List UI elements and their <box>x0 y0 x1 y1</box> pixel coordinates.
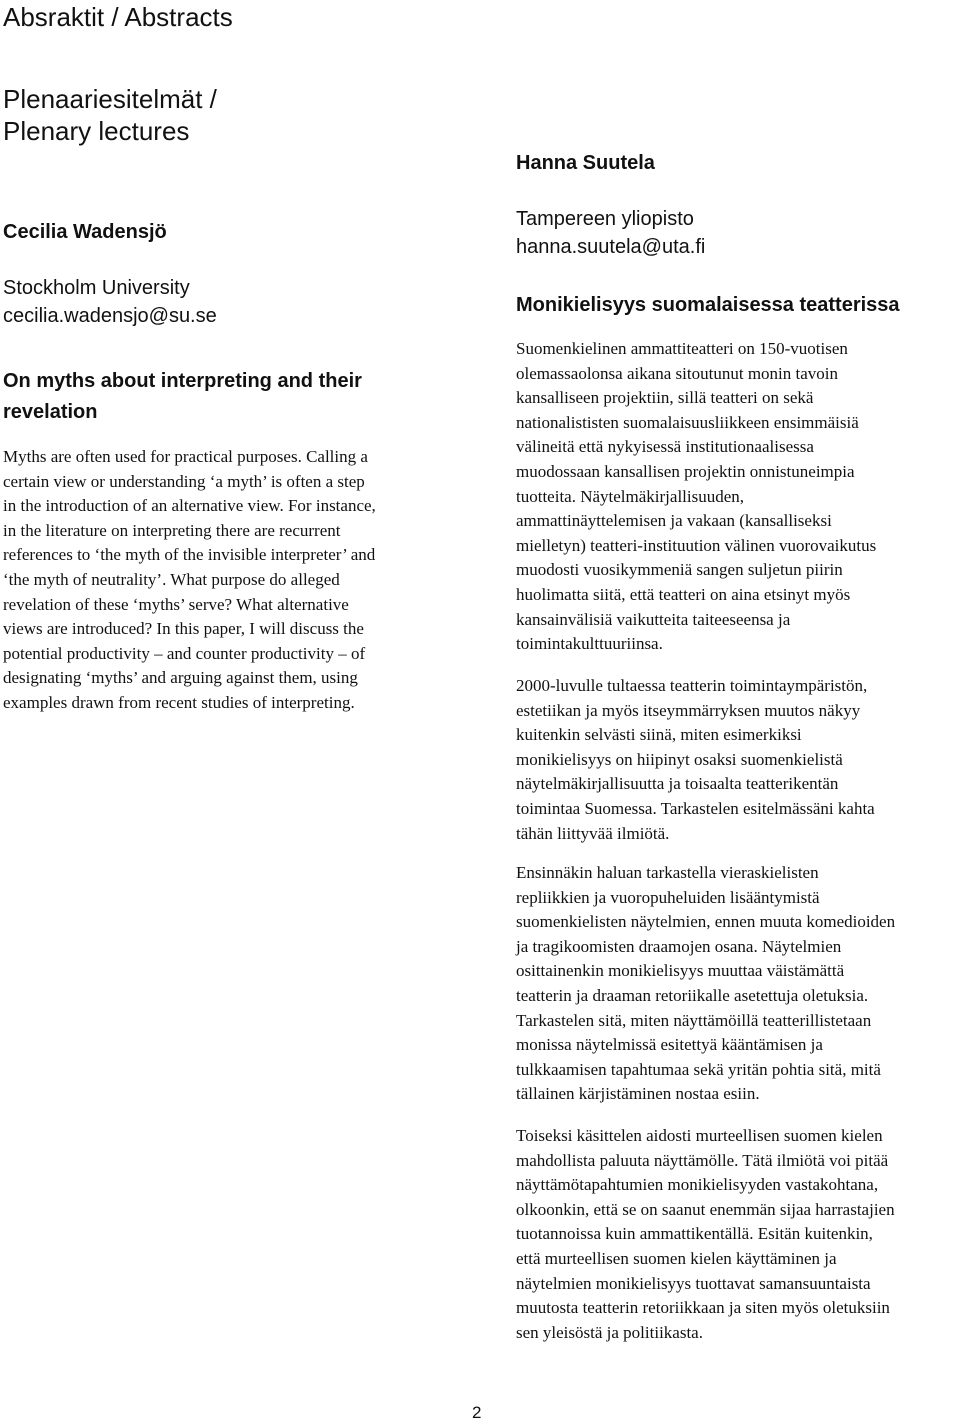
left-affiliation: Stockholm University <box>3 277 190 299</box>
right-affiliation: Tampereen yliopisto <box>516 208 694 230</box>
right-author-name: Hanna Suutela <box>516 152 655 174</box>
section-title: Absraktit / Abstracts <box>3 2 233 32</box>
right-abstract-paragraph-2: 2000-luvulle tultaessa teatterin toimintaympäristön, estetiikan ja myös itseymmärryksen muutos näkyy kuitenkin selvästi siinä, miten esimerkiksi monikielisyys on hiipinyt osaksi suomenkielistä näytelmäkirjallisuutta ja toisaalta teatterikentän toimintaa Suomessa. Tarkastelen esitelmässäni kahta tähän liittyvää ilmiötä. <box>516 676 875 843</box>
left-abstract-title: On myths about interpreting and their revelation <box>3 370 362 423</box>
left-author-name: Cecilia Wadensjö <box>3 221 167 243</box>
subsection-title: Plenaariesitelmät / Plenary lectures <box>3 84 217 146</box>
right-abstract-title: Monikielisyys suomalaisessa teatterissa <box>516 294 900 316</box>
left-email: cecilia.wadensjo@su.se <box>3 305 217 327</box>
right-abstract-paragraph-1: Suomenkielinen ammattiteatteri on 150-vuotisen olemassaolonsa aikana sitoutunut monin tavoin kansalliseen projektiin, sillä teatteri on sekä nationalististen suomalaisuusliikkeen ensimmäisiä välineitä että nykyisessä institutionaalisessa muodossaan kansallisen projektin onnistuneimpia tuotteita. Näytelmäkirjallisuuden, ammattinäyttelemisen ja vakaan (kansalliseksi mielletyn) teatteri-instituution välinen vuorovaikutus muodosti vuosikymmeniä sangen suljetun piirin huolimatta siitä, että teatteri on aina etsinyt myös kansainvälisiä vaikutteita taiteeseensa ja toimintakulttuuriinsa. <box>516 339 877 654</box>
right-abstract-paragraph-3: Ensinnäkin haluan tarkastella vieraskielisten repliikkien ja vuoropuheluiden lisääntymistä suomenkielisten näytelmien, ennen muuta komedioiden ja tragikoomisten draamojen osana. Näytelmien osittainenkin monikielisyys muuttaa väistämättä teatterin ja draaman retoriikalle asetettuja oletuksia. Tarkastelen sitä, miten näyttämöillä teatterillistetaan monissa näytelmissä esitettyä kääntämisen ja tulkkaamisen tapahtumaa sekä yritän pohtia sitä, mitä tällainen kärjistäminen nostaa esiin. <box>516 863 896 1104</box>
left-abstract-paragraph: Myths are often used for practical purposes. Calling a certain view or understanding ‘a myth’ is often a step in the introduction of an alternative view. For instance, in the literature on interpreting there are recurrent references to ‘the myth of the invisible interpreter’ and ‘the myth of neutrality’. What purpose do alleged revelation of these ‘myths’ serve? What alternative views are introduced? In this paper, I will discuss the potential productivity – and counter productivity – of designating ‘myths’ and arguing against them, using examples drawn from recent studies of interpreting. <box>3 447 376 712</box>
right-abstract-paragraph-4: Toiseksi käsittelen aidosti murteellisen suomen kielen mahdollista paluuta näyttämölle. Tätä ilmiötä voi pitää näyttämötapahtumien monikielisyyden vastakohtana, olkoonkin, että se on saanut enemmän sijaa harrastajien tuotannoissa kuin ammattikentällä. Esitän kuitenkin, että murteellisen suomen kielen käyttäminen ja näytelmien monikielisyys tuottavat samansuuntaista muutosta teatterin retoriikkaan ja siten myös oletuksiin sen yleisöstä ja politiikasta. <box>516 1126 895 1342</box>
right-email: hanna.suutela@uta.fi <box>516 236 706 258</box>
page-number: 2 <box>472 1403 482 1422</box>
